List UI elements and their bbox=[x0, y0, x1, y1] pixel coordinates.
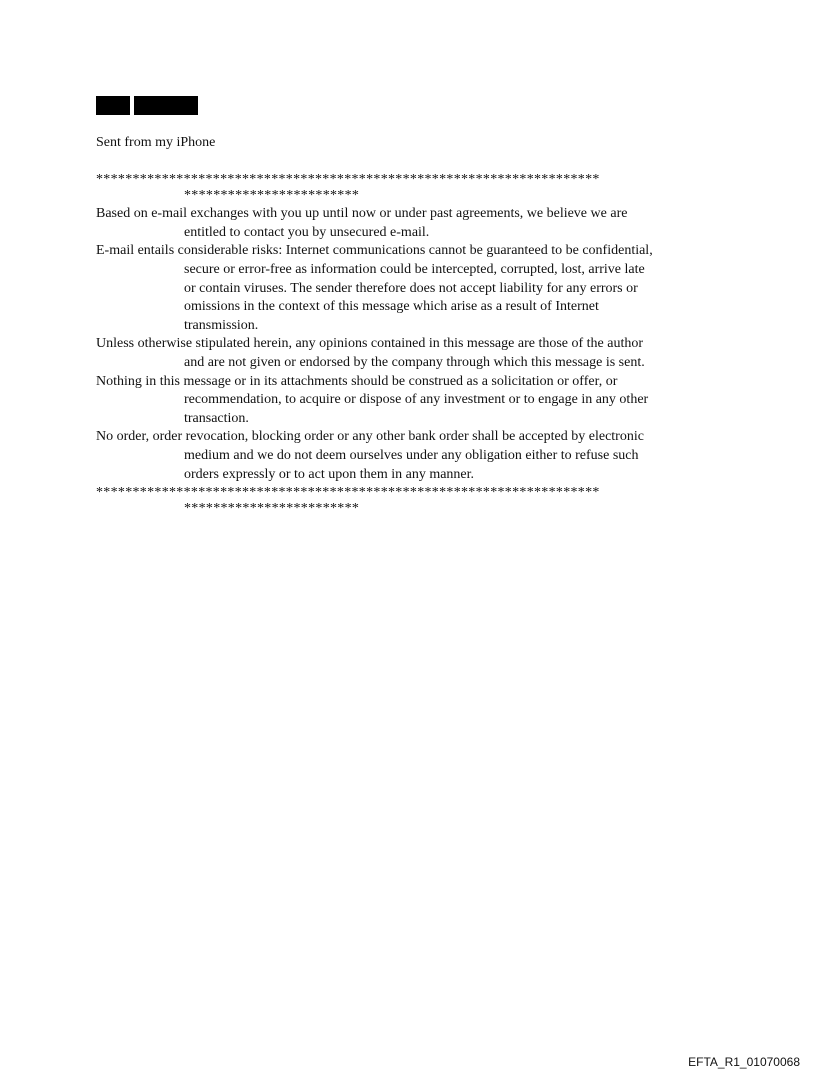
disclaimer-paragraph: Based on e-mail exchanges with you up until now or under past agreements, we believe we are entitled to contact you by unsecured e-mail. bbox=[96, 206, 628, 240]
document-id: EFTA_R1_01070068 bbox=[688, 1055, 800, 1069]
disclaimer-paragraph: No order, order revocation, blocking order or any other bank order shall be accepted by electronic medium and we do not deem ourselves under any obligation either to refuse such orders expressly or to act upon them in any manner. bbox=[96, 429, 644, 482]
separator-stars: ********************************************************************* bbox=[96, 485, 600, 501]
separator-stars: ********************************************************************* bbox=[96, 172, 600, 187]
email-disclaimer bbox=[96, 171, 656, 518]
redaction-block bbox=[134, 96, 198, 115]
email-signature: Sent from my iPhone bbox=[96, 135, 216, 150]
redaction-block bbox=[96, 96, 130, 115]
disclaimer-paragraph: E-mail entails considerable risks: Internet communications cannot be guaranteed to be confidential, secure or error-free as information could be intercepted, corrupted, lost, arrive late or contain viruses. The sender therefore does not accept liability for any errors or omissions in the context of this message which arise as a result of Internet transmission. bbox=[96, 243, 653, 333]
disclaimer-paragraph: Unless otherwise stipulated herein, any opinions contained in this message are those of the author and are not given or endorsed by the company through which this message is sent. bbox=[96, 336, 645, 370]
disclaimer-paragraph: Nothing in this message or in its attachments should be construed as a solicitation or offer, or recommendation, to acquire or dispose of any investment or to engage in any other transaction. bbox=[96, 373, 649, 426]
separator-stars-continuation: ************************ bbox=[184, 187, 360, 203]
separator-stars-continuation: ************************ bbox=[184, 500, 360, 516]
